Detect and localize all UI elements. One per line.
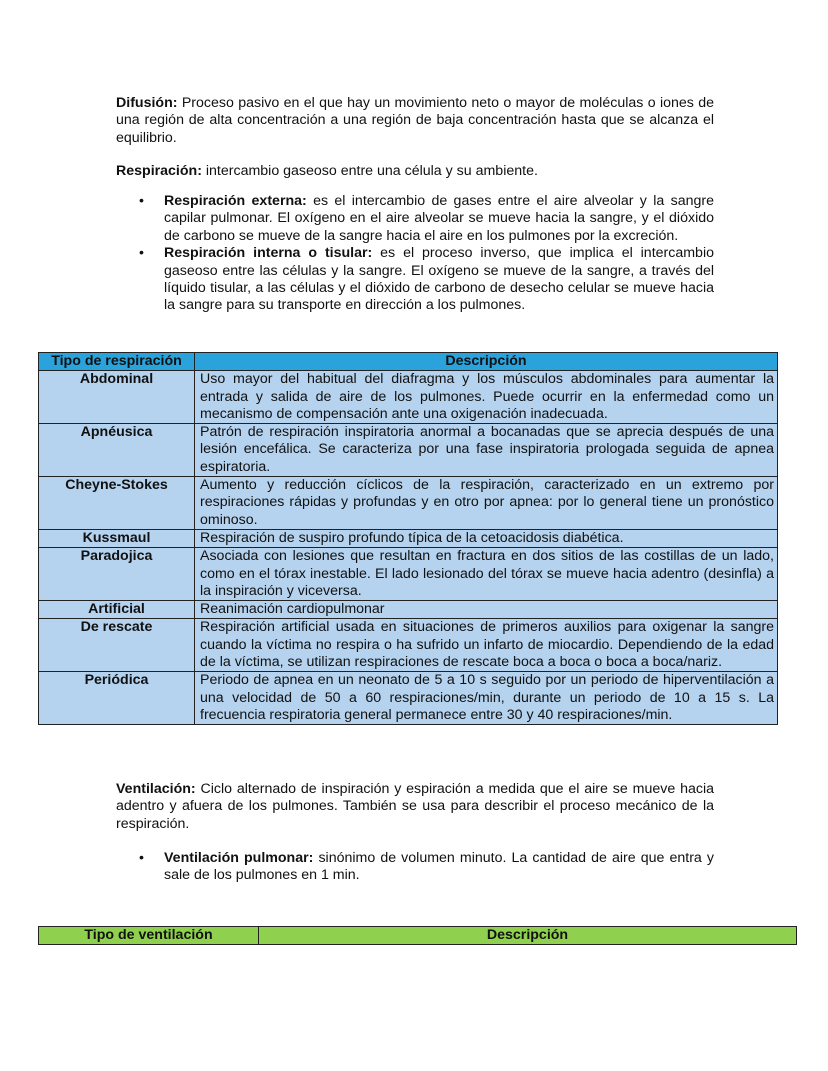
column-header-type: Tipo de respiración <box>39 353 195 371</box>
table-row <box>39 672 778 725</box>
definition: es el proceso inverso, que implica el intercambio gaseoso entre las células y la sangre. El oxígeno se mueve de la sangre, a través del líquido tisular, a las células y el dióxido de carbono de desecho celular se mueve hacia la sangre para su transporte en dirección a los pulmones. <box>164 245 714 314</box>
column-header-type: Tipo de ventilación <box>39 927 259 945</box>
cell-description: Respiración artificial usada en situaciones de primeros auxilios para oxigenar la sangre cuando la víctima no respira o ha sufrido un infarto de miocardio. Dependiendo de la edad de la víctima, se utilizan respiraciones de rescate boca a boca o boca a boca/nariz. <box>195 619 778 672</box>
term: Ventilación: <box>116 781 196 797</box>
cell-description: Asociada con lesiones que resultan en fractura en dos sitios de las costillas de un lado, como en el tórax inestable. El lado lesionado del tórax se mueve hacia adentro (desinfla) a la inspiración y viceversa. <box>195 548 778 601</box>
table-row <box>39 619 778 672</box>
cell-type: Abdominal <box>39 371 195 424</box>
list-item <box>164 850 714 885</box>
cell-type: Paradojica <box>39 548 195 601</box>
definition: Proceso pasivo en el que hay un movimiento neto o mayor de moléculas o iones de una región de alta concentración a una región de baja concentración hasta que se alcanza el equilibrio. <box>116 95 714 146</box>
cell-description: Patrón de respiración inspiratoria anormal a bocanadas que se aprecia después de una lesión encefálica. Se caracteriza por una fase inspiratoria prologada seguida de apnea espiratoria. <box>195 424 778 477</box>
respiracion-bullet-list <box>116 193 714 315</box>
table-row <box>39 477 778 530</box>
ventilation-types-table <box>38 926 797 945</box>
definition: intercambio gaseoso entre una célula y su ambiente. <box>201 163 538 179</box>
cell-description: Respiración de suspiro profundo típica de la cetoacidosis diabética. <box>195 529 778 547</box>
cell-type: Periódica <box>39 672 195 725</box>
cell-type: Apnéusica <box>39 424 195 477</box>
term: Respiración: <box>116 163 202 179</box>
cell-type: Kussmaul <box>39 529 195 547</box>
table-row <box>39 601 778 619</box>
table-header-row <box>39 927 797 945</box>
definition: es el intercambio de gases entre el aire alveolar y la sangre capilar pulmonar. El oxígeno en el aire alveolar se mueve hacia la sangre, y el dióxido de carbono se mueve de la sangre hacia el aire en los pulmones por la excreción. <box>164 193 714 244</box>
cell-description: Uso mayor del habitual del diafragma y los músculos abdominales para aumentar la entrada y salida de aire de los pulmones. Puede ocurrir en la enfermedad como un mecanismo de compensación ante una oxigenación inadecuada. <box>195 371 778 424</box>
definition: sinónimo de volumen minuto. La cantidad de aire que entra y sale de los pulmones en 1 min. <box>164 850 715 884</box>
column-header-description: Descripción <box>259 927 797 945</box>
respiracion-paragraph <box>116 163 714 180</box>
column-header-description: Descripción <box>195 353 778 371</box>
cell-type: De rescate <box>39 619 195 672</box>
table-row <box>39 371 778 424</box>
table-header-row <box>39 353 778 371</box>
table-row <box>39 529 778 547</box>
ventilacion-paragraph <box>116 781 714 833</box>
list-item <box>164 245 714 315</box>
table-row <box>39 424 778 477</box>
definition: Ciclo alternado de inspiración y espiración a medida que el aire se mueve hacia adentro y afuera de los pulmones. También se usa para describir el proceso mecánico de la respiración. <box>116 781 714 832</box>
list-item <box>164 193 714 245</box>
cell-type: Cheyne-Stokes <box>39 477 195 530</box>
cell-description: Periodo de apnea en un neonato de 5 a 10 s seguido por un periodo de hiperventilación a una velocidad de 50 a 60 respiraciones/min, durante un periodo de 10 a 15 s. La frecuencia respiratoria general permanece entre 30 y 40 respiraciones/min. <box>195 672 778 725</box>
term: Ventilación pulmonar: <box>164 850 314 866</box>
term: Respiración externa: <box>164 193 307 209</box>
term: Difusión: <box>116 95 178 111</box>
term: Respiración interna o tisular: <box>164 245 373 262</box>
cell-description: Reanimación cardiopulmonar <box>195 601 778 619</box>
respiration-types-table <box>38 352 778 725</box>
table-row <box>39 548 778 601</box>
difusion-paragraph <box>116 95 714 147</box>
cell-type: Artificial <box>39 601 195 619</box>
ventilacion-bullet-list <box>116 850 714 885</box>
cell-description: Aumento y reducción cíclicos de la respiración, caracterizado en un extremo por respiraciones rápidas y profundas y en otro por apnea: por lo general tiene un pronóstico ominoso. <box>195 477 778 530</box>
